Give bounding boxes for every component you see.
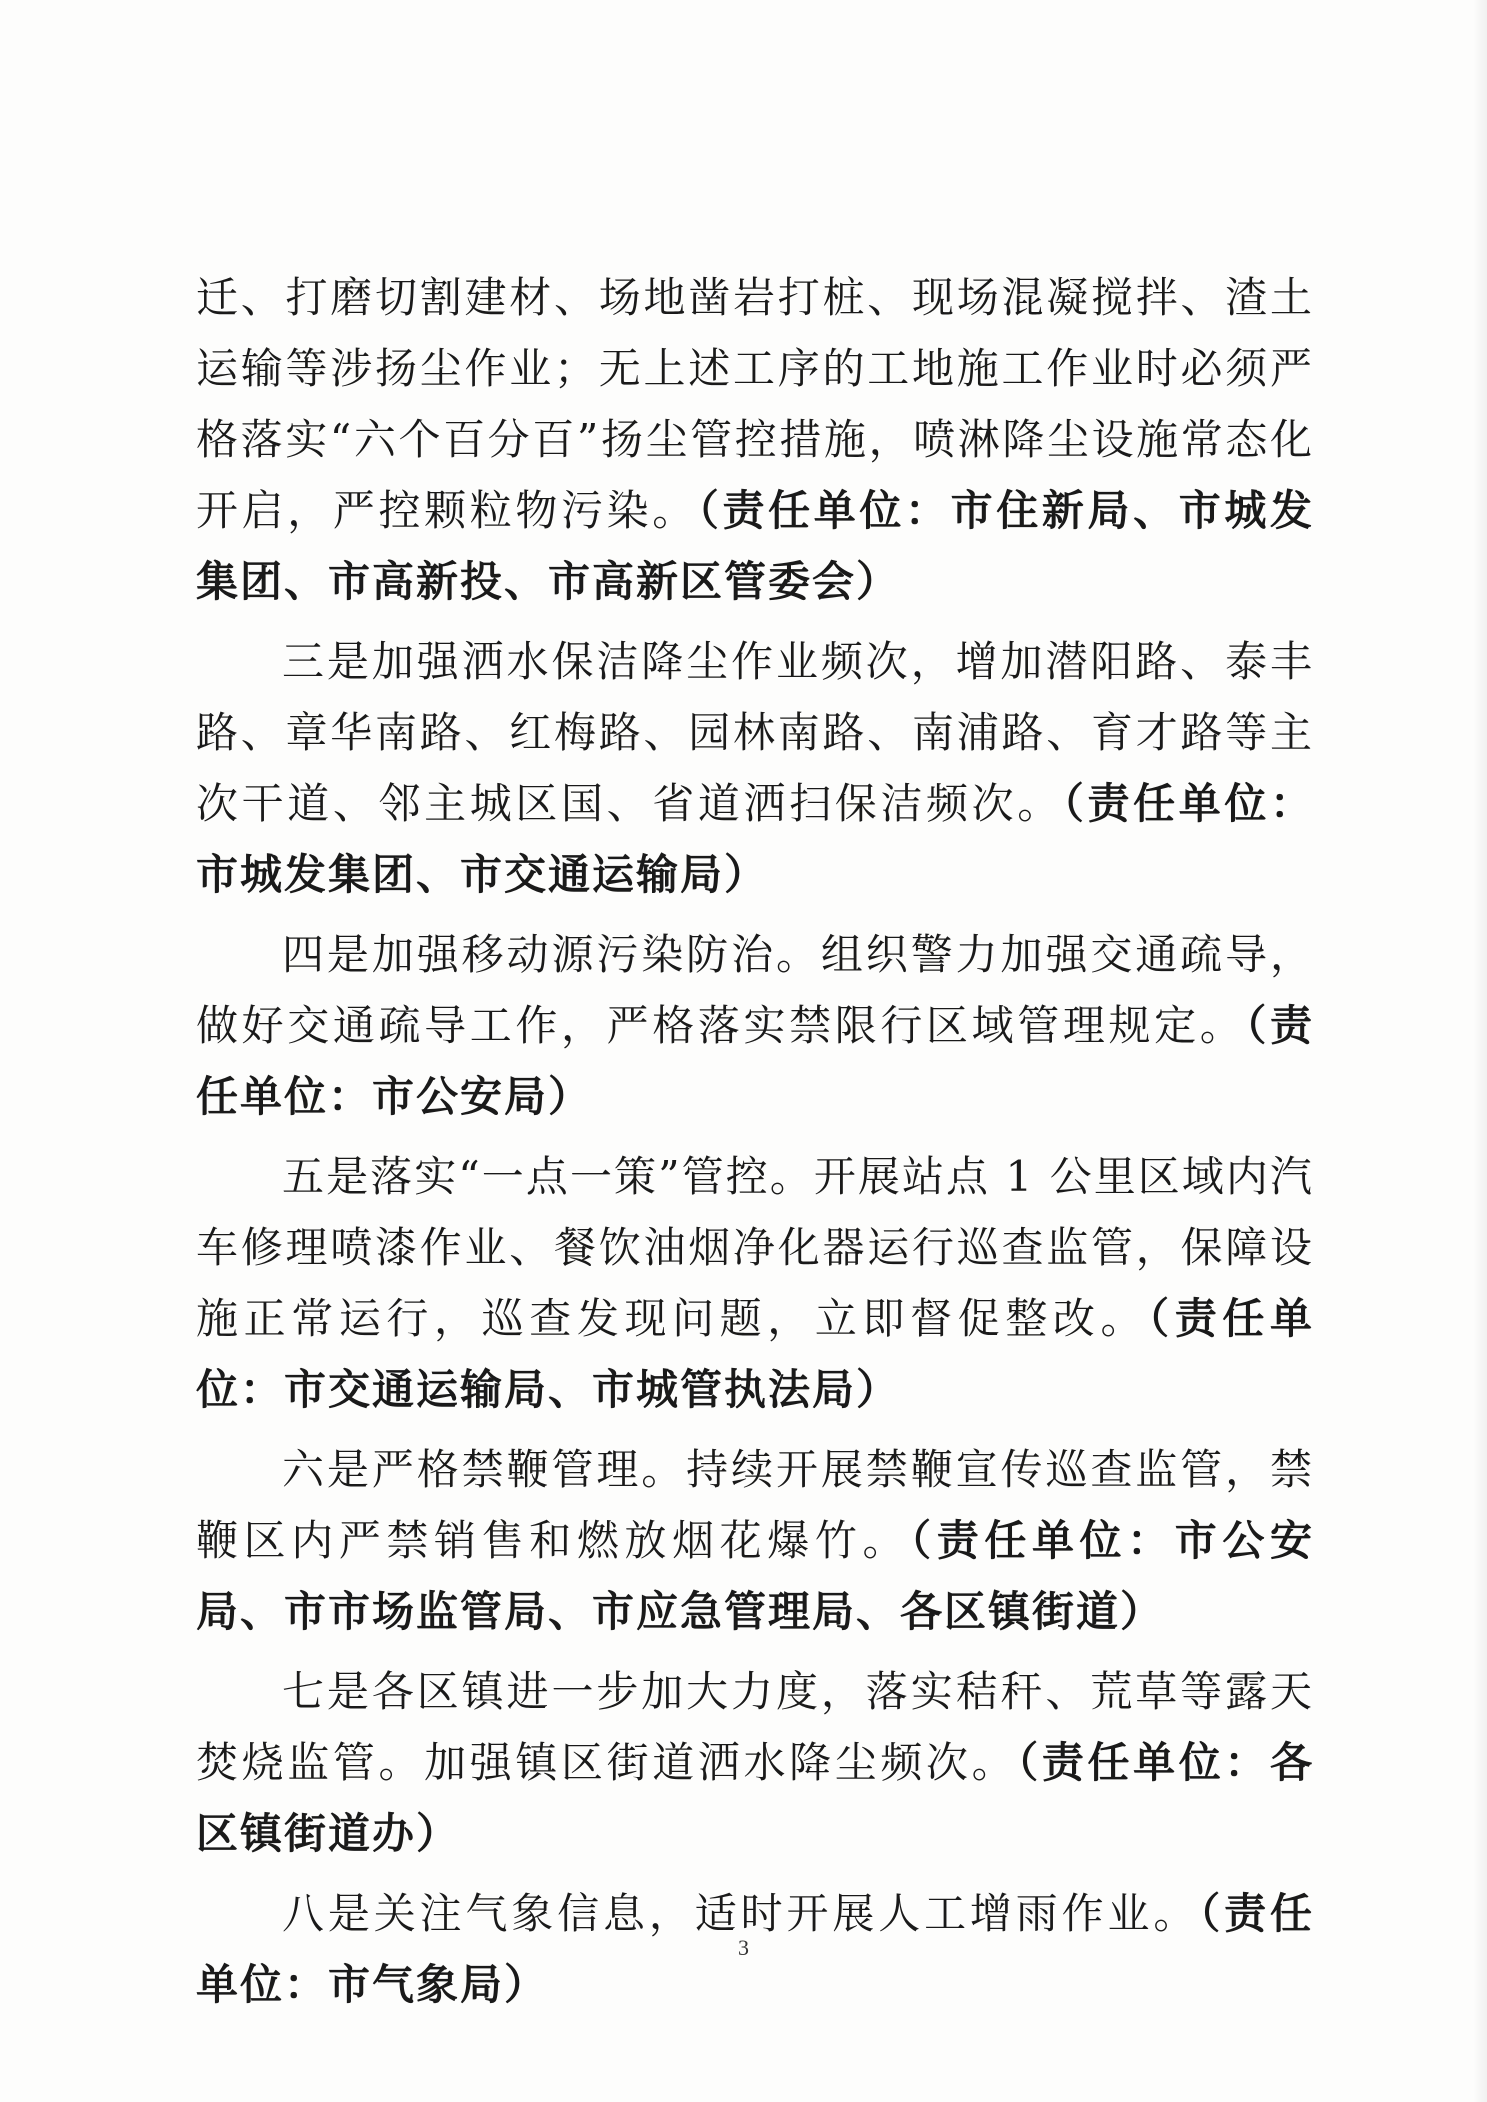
paragraph-firework-ban	[196, 1434, 1314, 1647]
paragraph-text: 四是加强移动源污染防治。组织警力加强交通疏导，做好交通疏导工作，严格落实禁限行区域管理规定。	[196, 930, 1314, 1050]
paragraph-text: 迁、打磨切割建材、场地凿岩打桩、现场混凝搅拌、渣土运输等涉扬尘作业；无上述工序的工地施工作业时必须严格落实“六个百分百”扬尘管控措施，喷淋降尘设施常态化开启，严控颗粒物污染。	[196, 273, 1314, 535]
paragraph-road-cleaning	[196, 626, 1314, 910]
scan-edge-shadow	[1473, 0, 1487, 2102]
paragraph-mobile-sources	[196, 919, 1314, 1132]
paragraph-construction-dust	[196, 262, 1314, 617]
responsibility-note: （责任单位：市公安局）	[196, 1001, 1314, 1121]
responsibility-note: （责任单位：市城发集团、市交通运输局）	[196, 779, 1314, 899]
responsibility-note: （责任单位：市交通运输局、市城管执法局）	[196, 1294, 1314, 1414]
paragraph-text: 七是各区镇进一步加大力度，落实秸秆、荒草等露天焚烧监管。加强镇区街道洒水降尘频次。	[196, 1667, 1314, 1787]
responsibility-note: （责任单位：市气象局）	[196, 1889, 1314, 2009]
paragraph-text: 八是关注气象信息，适时开展人工增雨作业。	[282, 1889, 1200, 1938]
responsibility-note: （责任单位：市公安局、市市场监管局、市应急管理局、各区镇街道）	[196, 1516, 1314, 1636]
paragraph-open-burning	[196, 1656, 1314, 1869]
paragraph-text: 五是落实“一点一策”管控。开展站点 1 公里区域内汽车修理喷漆作业、餐饮油烟净化器运行巡查监管，保障设施正常运行，巡查发现问题，立即督促整改。	[196, 1152, 1314, 1343]
paragraph-text: 三是加强洒水保洁降尘作业频次，增加潜阳路、泰丰路、章华南路、红梅路、园林南路、南浦路、育才路等主次干道、邻主城区国、省道洒扫保洁频次。	[196, 637, 1314, 828]
paragraph-site-control	[196, 1141, 1314, 1425]
document-body	[196, 262, 1314, 2020]
responsibility-note: （责任单位：市住新局、市城发集团、市高新投、市高新区管委会）	[196, 486, 1314, 606]
paragraph-text: 六是严格禁鞭管理。持续开展禁鞭宣传巡查监管，禁鞭区内严禁销售和燃放烟花爆竹。	[196, 1445, 1314, 1565]
page-number: 3	[738, 1935, 749, 1960]
responsibility-note: （责任单位：各区镇街道办）	[196, 1738, 1314, 1858]
